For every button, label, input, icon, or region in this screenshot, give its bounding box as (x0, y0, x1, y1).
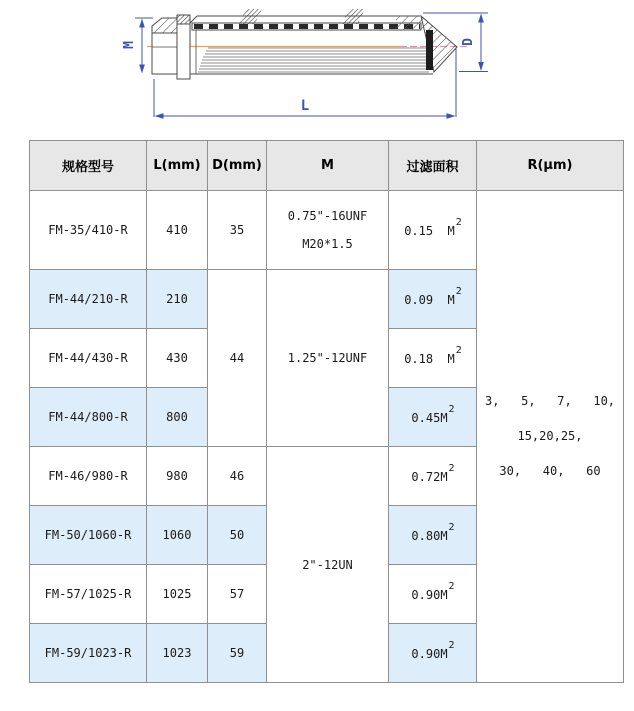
technical-drawing (0, 0, 634, 132)
micron-line-3: 30, 40, 60 (499, 464, 601, 478)
dimension-m (135, 18, 153, 73)
table-row (30, 191, 624, 270)
area-cell: $0.90M^2$ (389, 624, 477, 683)
column-header-filter-area: 过滤面积 (389, 141, 477, 191)
model-cell: FM-50/1060-R (30, 506, 147, 565)
length-cell: 210 (147, 270, 208, 329)
column-header-length: L(mm) (147, 141, 208, 191)
thread-line-1: 0.75"-16UNF (287, 209, 368, 223)
diameter-cell: 46 (208, 447, 267, 506)
model-cell: FM-35/410-R (30, 191, 147, 270)
micron-line-1: 3, 5, 7, 10, (484, 394, 616, 408)
column-header-micron: R(μm) (477, 141, 624, 191)
header-row (30, 141, 624, 191)
end-seal-band (426, 30, 433, 70)
model-cell: FM-57/1025-R (30, 565, 147, 624)
cone-end (396, 16, 457, 72)
thread-cell (267, 191, 389, 270)
area-cell: $0.45M^2$ (389, 388, 477, 447)
diameter-cell: 50 (208, 506, 267, 565)
collar (177, 15, 190, 79)
column-header-model: 规格型号 (30, 141, 147, 191)
area-cell: 0.09 $M^2$ (389, 270, 477, 329)
length-cell: 800 (147, 388, 208, 447)
thread-line-2: M20*1.5 (302, 237, 353, 251)
length-cell: 1023 (147, 624, 208, 683)
thread-cell: 1.25"-12UNF (267, 270, 389, 447)
length-cell: 410 (147, 191, 208, 270)
column-header-diameter: D(mm) (208, 141, 267, 191)
diameter-cell: 59 (208, 624, 267, 683)
diameter-cell: 44 (208, 270, 267, 447)
length-cell: 1025 (147, 565, 208, 624)
area-cell: $0.80M^2$ (389, 506, 477, 565)
area-cell: $0.90M^2$ (389, 565, 477, 624)
spec-table (29, 140, 624, 683)
diameter-cell: 35 (208, 191, 267, 270)
dimension-label-m: M (122, 41, 137, 49)
area-cell: $0.72M^2$ (389, 447, 477, 506)
area-cell: 0.18 $M^2$ (389, 329, 477, 388)
dimension-label-l: L (300, 98, 310, 114)
dimension-label-d: D (461, 38, 476, 46)
model-cell: FM-44/430-R (30, 329, 147, 388)
micron-line-2: 15,20,25, (517, 429, 583, 443)
length-cell: 980 (147, 447, 208, 506)
filter-element-drawing (0, 0, 634, 132)
area-cell: 0.15 $M^2$ (389, 191, 477, 270)
model-cell: FM-44/210-R (30, 270, 147, 329)
model-cell: FM-46/980-R (30, 447, 147, 506)
thread-cell: 2"-12UN (267, 447, 389, 683)
model-cell: FM-59/1023-R (30, 624, 147, 683)
pleat-lines (198, 48, 429, 72)
model-cell: FM-44/800-R (30, 388, 147, 447)
micron-ratings-cell (477, 191, 624, 683)
length-cell: 1060 (147, 506, 208, 565)
column-header-thread: M (267, 141, 389, 191)
diameter-cell: 57 (208, 565, 267, 624)
length-cell: 430 (147, 329, 208, 388)
